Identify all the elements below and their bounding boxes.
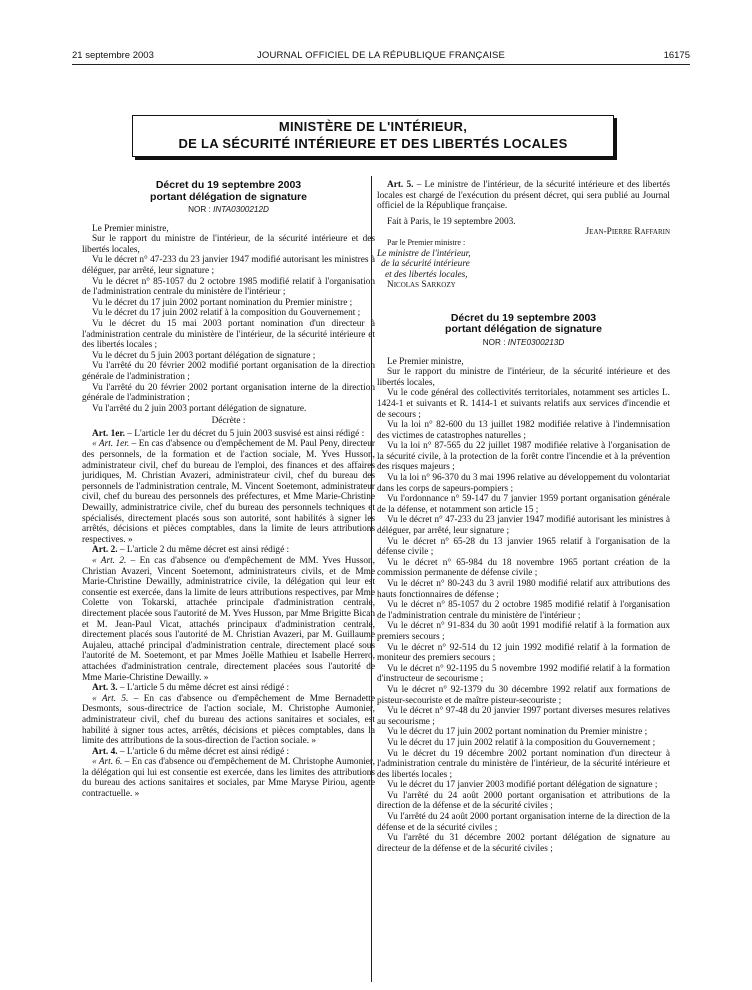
decree1-art3 <box>82 683 375 694</box>
art4-quote-text: – En cas d'absence ou d'empêchement de M. Christophe Aumonier, la délégation qui lui est consentie est exercée, dans les limites des attributions du bureau des actions sanitaires et sociales, par Mme Maryse Piriou, agente contractuelle. » <box>82 757 375 800</box>
art2-label: Art. 2. <box>92 545 118 556</box>
art4-text: – L'article 6 du même décret est ainsi rédigé : <box>117 746 290 757</box>
decree2-para: Vu le décret n° 92-1379 du 30 décembre 1992 relatif aux formations de pisteur-secouriste et de maître pisteur-secouriste ; <box>377 684 670 706</box>
decree1-title-2: portant délégation de signature <box>150 190 307 203</box>
art4-label: Art. 4. <box>92 746 118 757</box>
decree1-para: Sur le rapport du ministre de l'intérieur, de la sécurité intérieure et des libertés locales, <box>82 234 375 255</box>
decree1-art5 <box>377 180 670 212</box>
decree2-para: Vu le décret n° 47-233 du 23 janvier 1947 modifié autorisant les ministres à déléguer, par arrêté, leur signature ; <box>377 515 670 537</box>
decree2-para: Vu le décret n° 65-984 du 18 novembre 1965 portant création de la commission permanente de défense civile ; <box>377 557 670 579</box>
decree1-art4-quote <box>82 757 375 799</box>
decree1-art3-quote <box>82 694 375 747</box>
art5-label: Art. 5. <box>387 180 414 190</box>
decree1-minister-title-1: Le ministre de l'intérieur, <box>377 248 471 259</box>
decree2-para: Sur le rapport du ministre de l'intérieur, de la sécurité intérieure et des libertés locales, <box>377 367 670 388</box>
decree2-para: Vu le décret du 17 juin 2002 relatif à la composition du Gouvernement ; <box>387 737 656 748</box>
decree2-para: Vu le décret n° 85-1057 du 2 octobre 1985 modifié relatif à l'organisation de l'administration centrale du ministère de l'intérieur ; <box>377 600 670 621</box>
art3-label: Art. 3. <box>92 683 118 694</box>
art2-text: – L'article 2 du même décret est ainsi rédigé : <box>117 545 290 556</box>
decree2-para: Vu l'arrêté du 24 août 2000 portant organisation et attributions de la direction de la défense et de la sécurité civiles ; <box>377 790 670 812</box>
decree2-para: Vu le code général des collectivités territoriales, notamment ses articles L. 1424-1 et suivants et R. 1414-1 et suivants relatifs aux services d'incendie et de secours ; <box>377 388 670 420</box>
decree1-art1 <box>82 429 375 440</box>
art1-quote-text: – En cas d'absence ou d'empêchement de M. Paul Peny, directeur des personnels, de la formation et de l'action sociale, M. Yves Husson, administrateur civil, chef du bureau de l'emploi, des finances et des affaires juridiques, M. Christian Avazeri, administrateur civil, chef du bureau des personnels de l'administration centrale, M. Vincent Soetemont, administrateur civil, chef du bureau des personnels des préfectures, et Mme Marie-Christine Dewailly, administratrice civile, chef du bureau des personnels techniques et spécialisés, directement placés sous son autorité, sont habilités à signer les arrêtés, décisions et pièces comptables, dans la limite de leurs attributions respectives. » <box>82 439 375 545</box>
decree1-par: Par le Premier ministre : <box>387 237 466 247</box>
decree2-para: Vu la loi n° 82-600 du 13 juillet 1982 modifiée relative à l'indemnisation des victimes de catastrophes naturelles ; <box>377 420 670 441</box>
art3-text: – L'article 5 du même décret est ainsi rédigé : <box>117 683 290 694</box>
decree2-para: Vu l'ordonnance n° 59-147 du 7 janvier 1959 portant organisation générale de la défense, et notamment son article 15 ; <box>377 494 670 515</box>
decree1-art2-quote <box>82 556 375 683</box>
decree2-para: Vu l'arrêté du 31 décembre 2002 portant délégation de signature au directeur de la défense et de la sécurité civiles ; <box>377 833 670 854</box>
decree1-art2 <box>82 545 375 556</box>
decree1-art1-quote <box>82 439 375 545</box>
ministry-line-1: MINISTÈRE DE L'INTÉRIEUR, <box>278 119 468 134</box>
art1-text: – L'article 1er du décret du 5 juin 2003 susvisé est ainsi rédigé : <box>124 428 365 439</box>
art1-quote-label: « Art. 1er. <box>92 439 130 450</box>
art5-text: – Le ministre de l'intérieur, de la sécurité intérieure et des libertés locales est chargé de l'exécution du présent décret, qui sera publié au Journal officiel de la République française. <box>377 180 671 212</box>
decree1-para: Le Premier ministre, <box>92 223 169 234</box>
decree1-para: Vu l'arrêté du 20 février 2002 modifié portant organisation de la direction générale de l'administration ; <box>82 361 375 382</box>
decree1-para: Vu l'arrêté du 20 février 2002 portant organisation interne de la direction générale de l'administration ; <box>82 382 375 404</box>
nor-code: INTA0300212D <box>213 205 269 214</box>
right-column <box>377 180 670 854</box>
decree2-para: Vu le décret n° 92-1195 du 5 novembre 1992 modifié relatif à la formation d'instructeur de secourisme ; <box>377 663 670 685</box>
decree2-para: Le Premier ministre, <box>387 356 464 367</box>
decree1-minister-title-3: et des libertés locales, <box>385 269 468 280</box>
ministry-line-2: DE LA SÉCURITÉ INTÉRIEURE ET DES LIBERTÉS LOCALES <box>178 136 568 151</box>
decree2-para: Vu le décret du 19 décembre 2002 portant nomination d'un directeur à l'administration centrale du ministère de l'intérieur, de la sécurité intérieure et des libertés locales ; <box>377 748 670 780</box>
decree1-para: Vu le décret du 17 juin 2002 portant nomination du Premier ministre ; <box>92 297 353 308</box>
decree1-art4 <box>82 747 375 758</box>
decree2-para: Vu le décret du 17 juin 2002 portant nomination du Premier ministre ; <box>387 727 648 738</box>
decree1-para: Vu le décret du 17 juin 2002 relatif à la composition du Gouvernement ; <box>92 308 361 319</box>
decree2-para: Vu le décret n° 92-514 du 12 juin 1992 modifié relatif à la formation de moniteur des premiers secours ; <box>377 642 670 664</box>
decree2-title-2: portant délégation de signature <box>445 323 602 336</box>
decree1-decrete: Décrète : <box>211 416 246 427</box>
decree1-para: Vu le décret du 5 juin 2003 portant délégation de signature ; <box>92 350 316 361</box>
art4-quote-label: « Art. 6. <box>92 757 123 768</box>
decree1-nor <box>82 205 375 216</box>
header-date: 21 septembre 2003 <box>72 50 154 61</box>
decree1-para: Vu l'arrêté du 2 juin 2003 portant délégation de signature. <box>92 403 307 414</box>
decree1-fait: Fait à Paris, le 19 septembre 2003. <box>387 216 516 227</box>
decree2-para: Vu la loi n° 96-370 du 3 mai 1996 relative au développement du volontariat dans les corps de sapeurs-pompiers ; <box>377 473 670 494</box>
decree1-para: Vu le décret du 15 mai 2003 portant nomination d'un directeur à l'administration centrale du ministère de l'intérieur, de la sécurité intérieure et des libertés locales ; <box>82 318 375 351</box>
decree1-para: Vu le décret n° 47-233 du 23 janvier 1947 modifié autorisant les ministres à déléguer, par arrêté, leur signature ; <box>82 255 375 276</box>
decree1-minister-name: Nicolas Sarkozy <box>387 280 456 291</box>
decree2-para: Vu l'arrêté du 24 août 2000 portant organisation interne de la direction de la défense et de la sécurité civiles ; <box>377 812 670 833</box>
decree1-para: Vu le décret n° 85-1057 du 2 octobre 1985 modifié relatif à l'organisation de l'administration centrale du ministère de l'intérieur ; <box>82 276 375 298</box>
header-journal-title: JOURNAL OFFICIEL DE LA RÉPUBLIQUE FRANÇAISE <box>256 50 506 61</box>
nor-label: NOR : <box>188 205 214 214</box>
decree2-title-1: Décret du 19 septembre 2003 <box>450 311 597 324</box>
decree1-title-1: Décret du 19 septembre 2003 <box>155 179 302 191</box>
decree2-para: Vu le décret n° 65-28 du 13 janvier 1965 relatif à l'organisation de la défense civile ; <box>377 536 670 558</box>
nor-label: NOR : <box>482 337 508 347</box>
decree2-para: Vu le décret n° 80-243 du 3 avril 1980 modifié relatif aux attributions des hauts fonctionnaires de défense ; <box>377 579 670 600</box>
left-column <box>82 180 375 800</box>
decree2-nor <box>377 338 670 349</box>
decree2-para: Vu le décret n° 91-834 du 30 août 1991 modifié relatif à la formation aux premiers secours ; <box>377 621 670 642</box>
art1-label: Art. 1er. <box>92 428 125 439</box>
art3-quote-label: « Art. 5. <box>92 693 129 704</box>
art2-quote-text: – En cas d'absence ou d'empêchement de MM. Yves Husson, Christian Avazeri, Vincent Soetemont, administrateurs civils, et de Mme Marie-Christine Dewailly, administratrice civile, la délégation qui leur est consentie est exercée, dans la limite de leurs attributions respectives, par Mme Colette von Tokarski, attachée principale d'administration centrale, directement placée sous l'autorité de M. Yves Husson, par Mme Brigitte Bican et M. Jean-Paul Vicat, attachés principaux d'administration centrale, directement placés sous l'autorité de M. Christian Avazeri, par M. Guillaume Aujaleu, attaché principal d'administration centrale, directement placé sous l'autorité de M. Soetemont, et par Mmes Joëlle Mathieu et Isabelle Herrero, attachées d'administration centrale, directement placées sous l'autorité de Mme Marie-Christine Dewailly. » <box>82 556 375 683</box>
header-page-number: 16175 <box>663 50 690 61</box>
page-header <box>72 50 690 65</box>
decree2-para: Vu le décret n° 97-48 du 20 janvier 1997 portant diverses mesures relatives au secourisme ; <box>377 706 670 727</box>
decree2-para: Vu la loi n° 87-565 du 22 juillet 1987 modifiée relative à l'organisation de la sécurité civile, à la protection de la forêt contre l'incendie et à la prévention des risques majeurs ; <box>377 441 670 473</box>
decree2-para: Vu le décret du 17 janvier 2003 modifié portant délégation de signature ; <box>387 780 658 791</box>
art3-quote-text: – En cas d'absence ou d'empêchement de Mme Bernadette Desmonts, sous-directrice de l'action sociale, M. Christophe Aumonier, administrateur civil, chef du bureau des actions sanitaires et sociales, est habilité à signer tous actes, arrêtés, décisions et pièces comptables, dans la limite des attributions de la sous-direction de l'action sociale. » <box>82 693 375 747</box>
art2-quote-label: « Art. 2. <box>92 556 127 566</box>
decree1-minister-title-2: de la sécurité intérieure <box>381 259 470 270</box>
decree1-signatory: Jean-Pierre Raffarin <box>585 227 670 238</box>
nor-code: INTE0300213D <box>507 337 565 347</box>
ministry-title-box <box>132 115 614 157</box>
